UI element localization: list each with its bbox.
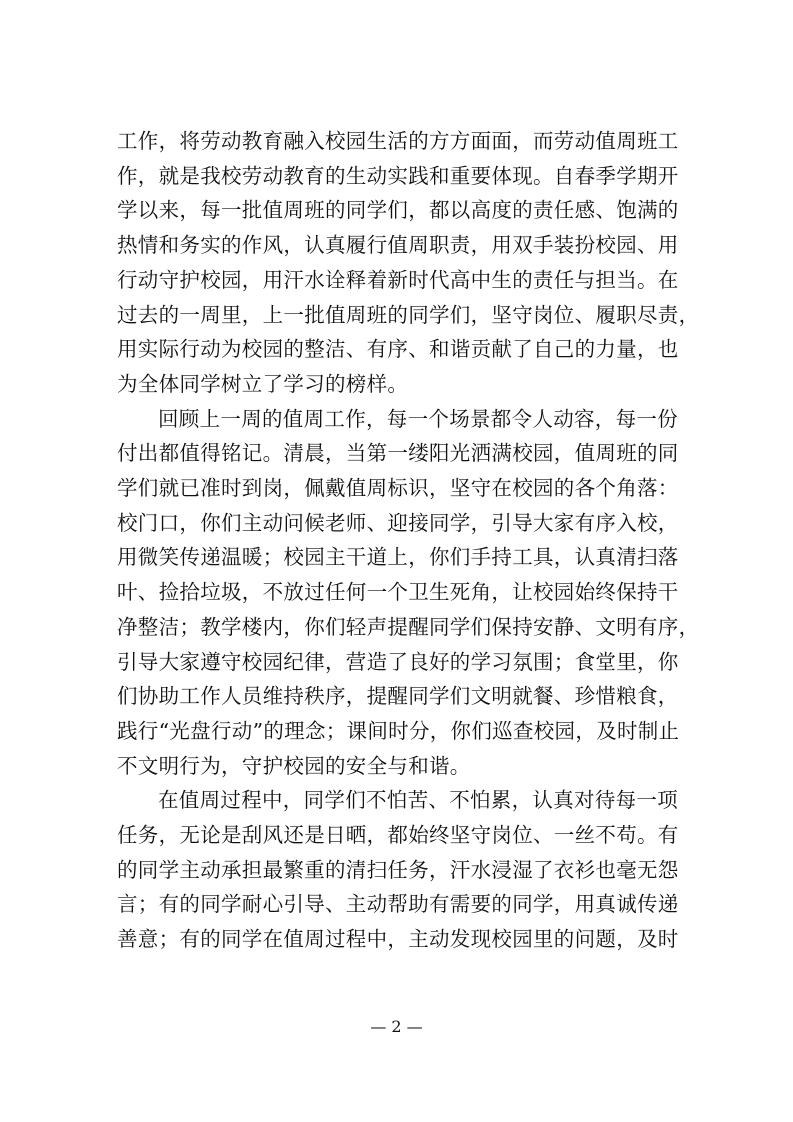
text-line: 用实际行动为校园的整洁、有序、和谐贡献了自己的力量，也 [117,337,679,362]
text-line: 践行“光盘行动”的理念；课间时分，你们巡查校园，及时制止 [117,718,680,743]
text-line: 学以来，每一批值周班的同学们，都以高度的责任感、饱满的 [117,198,679,223]
text-line: 善意；有的同学在值周过程中，主动发现校园里的问题，及时 [117,927,679,952]
document-body [117,124,700,957]
text-line: 为全体同学树立了学习的榜样。 [117,371,409,396]
text-line: 言；有的同学耐心引导、主动帮助有需要的同学，用真诚传递 [117,892,679,917]
text-line: 任务，无论是刮风还是日晒，都始终坚守岗位、一丝不苟。有 [117,823,679,848]
text-line: 付出都值得铭记。清晨，当第一缕阳光洒满校园，值周班的同 [117,441,679,466]
text-line: 过去的一周里，上一批值周班的同学们，坚守岗位、履职尽责， [117,302,700,327]
text-line: 用微笑传递温暖；校园主干道上，你们手持工具，认真清扫落 [117,545,679,570]
text-line: 行动守护校园，用汗水诠释着新时代高中生的责任与担当。在 [117,267,679,292]
page-number: — 2 — [370,1017,423,1036]
text-line: 热情和务实的作风，认真履行值周职责，用双手装扮校园、用 [117,233,679,258]
text-line: 作，就是我校劳动教育的生动实践和重要体现。自春季学期开 [117,163,679,188]
text-line: 的同学主动承担最繁重的清扫任务，汗水浸湿了衣衫也毫无怨 [117,857,679,882]
paragraph-2 [117,402,700,784]
text-line: 叶、捡拾垃圾，不放过任何一个卫生死角，让校园始终保持干 [117,580,679,605]
text-line: 学们就已准时到岗，佩戴值周标识，坚守在校园的各个角落： [117,476,679,501]
text-line: 在值周过程中，同学们不怕苦、不怕累，认真对待每一项 [158,788,678,813]
paragraph-1 [117,124,700,402]
paragraph-3 [117,783,677,957]
text-line: 引导大家遵守校园纪律，营造了良好的学习氛围；食堂里，你 [117,649,679,674]
text-line: 净整洁；教学楼内，你们轻声提醒同学们保持安静、文明有序， [117,614,700,639]
text-line: 校门口，你们主动问候老师、迎接同学，引导大家有序入校， [117,510,679,535]
text-line: 工作，将劳动教育融入校园生活的方方面面，而劳动值周班工 [117,129,679,153]
text-line: 不文明行为，守护校园的安全与和谐。 [117,753,471,778]
text-line: 回顾上一周的值周工作，每一个场景都令人动容，每一份 [158,406,678,431]
text-line: 们协助工作人员维持秩序，提醒同学们文明就餐、珍惜粮食， [117,684,679,709]
